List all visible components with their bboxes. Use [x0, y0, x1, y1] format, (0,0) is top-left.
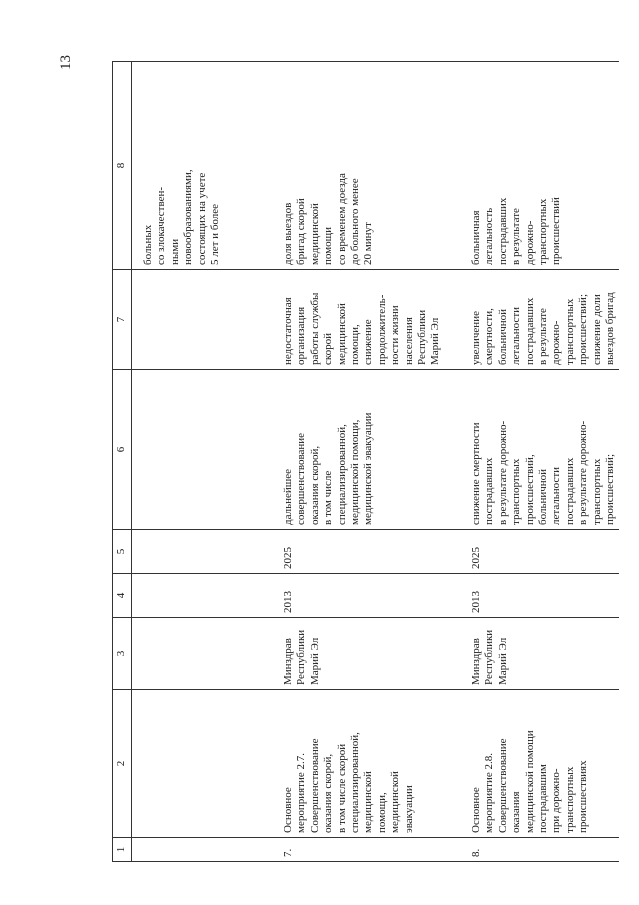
indicators: больничная летальность пострадавших в результате дорожно- транспортных происшествий [460, 62, 619, 270]
table-row [460, 62, 619, 862]
end-year: 2025 [460, 530, 619, 574]
consequences: увеличение смертности, больничной летальности пострадавших в результате дорожно- транспортных происшествий; снижение доли выездов бригад [460, 270, 619, 370]
cont-cell-5 [132, 530, 273, 574]
header-col-7: 7 [113, 270, 132, 370]
cont-cell-2 [132, 690, 273, 838]
header-col-3: 3 [113, 618, 132, 690]
page-number: 13 [58, 55, 74, 70]
header-col-8: 8 [113, 62, 132, 270]
start-year: 2013 [460, 574, 619, 618]
cont-indicator-text: больных со злокачествен- ными новообразованиями, состоящих на учете 5 лет и более [132, 62, 273, 270]
cont-cell-4 [132, 574, 273, 618]
rotated-table-container [112, 62, 617, 862]
cont-cell-6 [132, 370, 273, 530]
program-table [112, 61, 619, 862]
cont-cell-7 [132, 270, 273, 370]
consequences: недостаточная организация работы службы скорой медицинской помощи, снижение продолжитель- ности жизни населения Республики Марий Эл [272, 270, 460, 370]
indicators: доля выездов бригад скорой медицинской помощи со временем доезда до больного менее 20 минут [272, 62, 460, 270]
executor: Минздрав Республики Марий Эл [272, 618, 460, 690]
event-name: Основное мероприятие 2.7. Совершенствование оказания скорой, в том числе скорой специализированной, медицинской помощи, медицинской эвакуации [272, 690, 460, 838]
header-col-2: 2 [113, 690, 132, 838]
header-col-6: 6 [113, 370, 132, 530]
expected-result: снижение смертности пострадавших в результате дорожно- транспортных происшествий, больничной летальности пострадавших в результате дорожно- транспортных происшествий; [460, 370, 619, 530]
expected-result: дальнейшее совершенствование оказания скорой, в том числе специализированной, медицинской помощи, медицинской эвакуации [272, 370, 460, 530]
header-col-5: 5 [113, 530, 132, 574]
executor: Минздрав Республики Марий Эл [460, 618, 619, 690]
continuation-row [132, 62, 273, 862]
row-number: 7. [272, 838, 460, 862]
table-row [272, 62, 460, 862]
event-name: Основное мероприятие 2.8. Совершенствование оказания медицинской помощи пострадавшим при дорожно- транспортных происшествиях [460, 690, 619, 838]
header-col-1: 1 [113, 838, 132, 862]
header-row [113, 62, 132, 862]
cont-cell-3 [132, 618, 273, 690]
row-number: 8. [460, 838, 619, 862]
cont-cell-1 [132, 838, 273, 862]
start-year: 2013 [272, 574, 460, 618]
header-col-4: 4 [113, 574, 132, 618]
end-year: 2025 [272, 530, 460, 574]
